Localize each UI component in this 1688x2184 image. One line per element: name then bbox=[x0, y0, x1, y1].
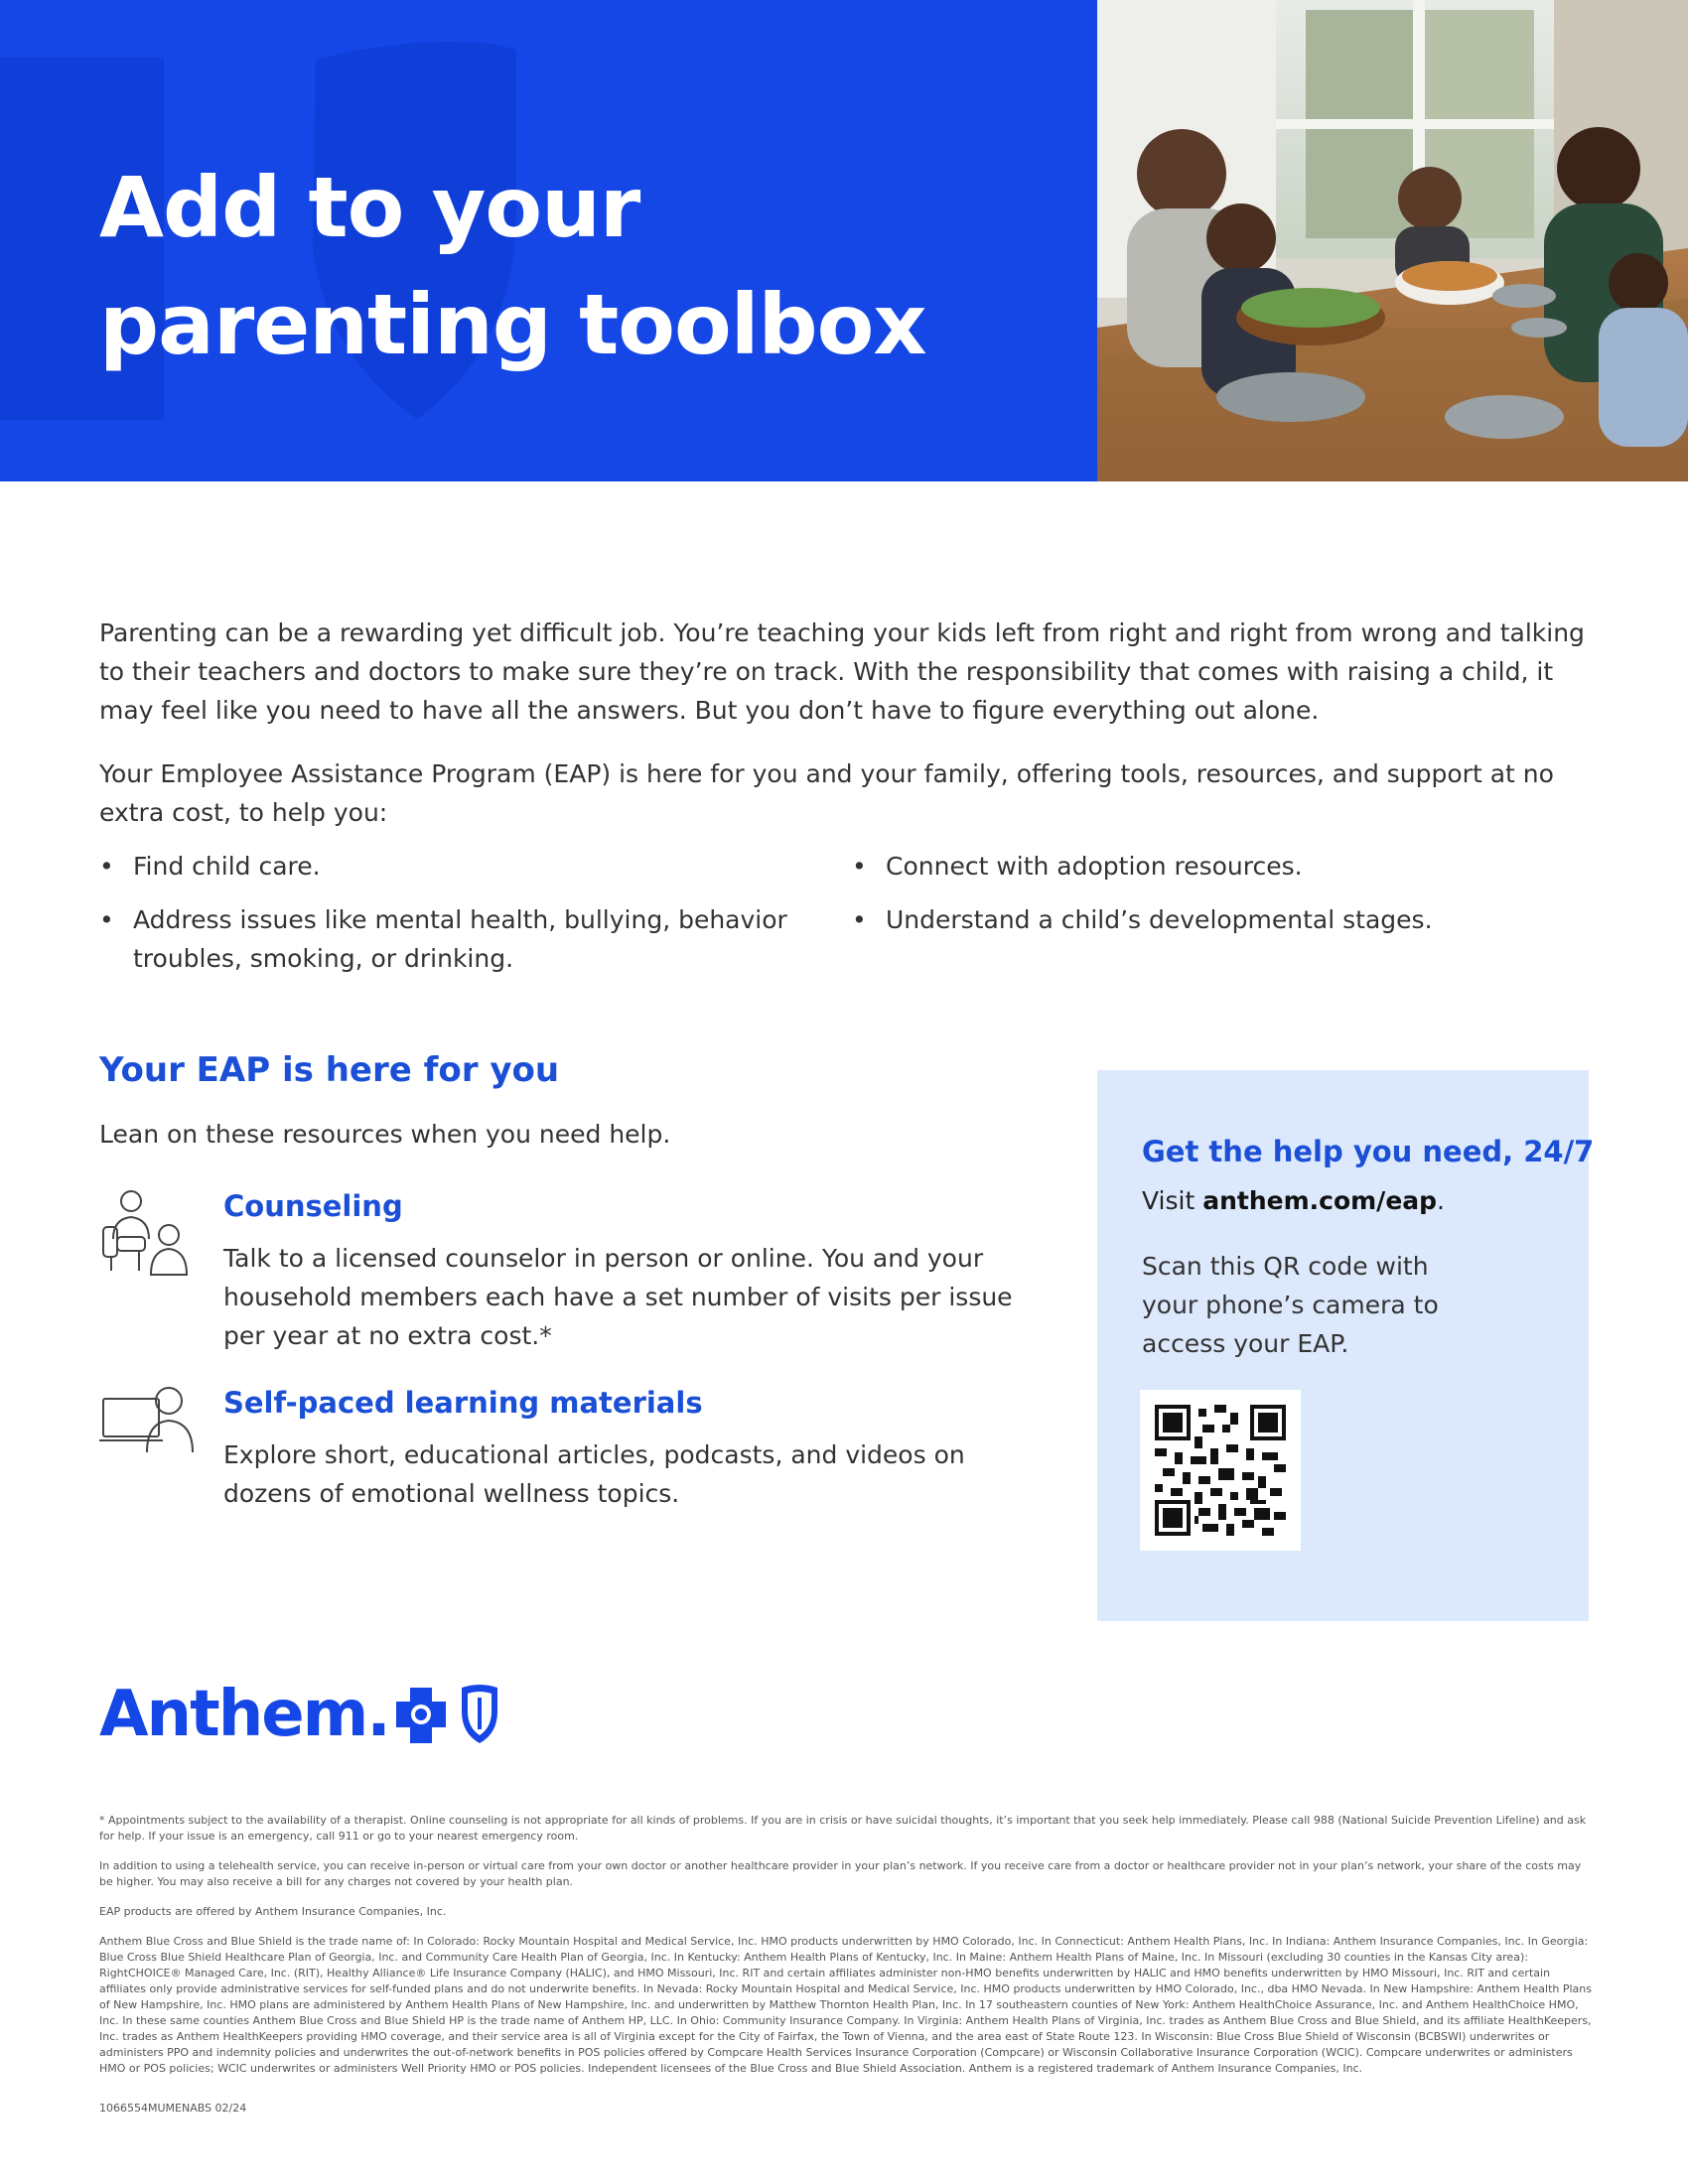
family-dinner-photo bbox=[1097, 0, 1688, 481]
bullet-text: Understand a child’s developmental stages. bbox=[886, 905, 1433, 934]
eap-link[interactable]: anthem.com/eap bbox=[1202, 1186, 1438, 1215]
logo-wordmark: Anthem. bbox=[99, 1678, 389, 1751]
callout-heading: Get the help you need, 24/7 bbox=[1142, 1135, 1595, 1168]
help-callout-box bbox=[1097, 1070, 1595, 1621]
bullet-icon: • bbox=[852, 905, 867, 934]
bullet-text: Address issues like mental health, bullying, behavior troubles, smoking, or drinking. bbox=[133, 905, 787, 973]
visit-suffix: . bbox=[1437, 1186, 1445, 1215]
section-heading: Your EAP is here for you bbox=[99, 1050, 560, 1090]
title-line-1: Add to your bbox=[99, 159, 640, 256]
footnote-appointments: * Appointments subject to the availability of a therapist. Online counseling is not appropriate for all kinds of problems. If you are in crisis or have suicidal thoughts, it’s important that you seek help immediately. Please call 988 (National Suicide Prevention Lifeline) and ask for help. If your issue is an emergency, call 911 or go to your nearest emergency room. bbox=[99, 1814, 1587, 1843]
bullet-icon: • bbox=[99, 905, 114, 934]
learning-icon bbox=[99, 1385, 199, 1454]
qr-code[interactable] bbox=[1140, 1390, 1301, 1551]
footnote-legal: Anthem Blue Cross and Blue Shield is the trade name of: In Colorado: Rocky Mountain Hospital and Medical Service, Inc. HMO products underwritten by HMO Colorado, Inc. In Connecticut: Anthem Health Plans, Inc. In Indiana: Anthem Insurance Companies, Inc. In Georgia: Blue Cross Blue Shield Healthcare Plan of Georgia, Inc. and Community Care Health Plan of Georgia, Inc. In Kentucky: Anthem Health Plans of Kentucky, Inc. In Maine: Anthem Health Plans of Maine, Inc. In Missouri (excluding 30 counties in the Kansas City area): RightCHOICE® Managed Care, Inc. (RIT), Healthy Alliance® Life Insurance Company (HALIC), and HMO Missouri, Inc. RIT and certain affiliates administer non-HMO benefits underwritten by HALIC and HMO benefits underwritten by HMO Missouri, Inc. RIT and certain affiliates only provide administrative services for self-funded plans and do not underwrite benefits. In Nevada: Rocky Mountain Hospital and Medical Service, Inc. HMO products underwritten by HMO Colorado, Inc., dba HMO Nevada. In New Hampshire: Anthem Health Plans of New Hampshire, Inc. HMO plans are administered by Anthem Health Plans of New Hampshire, Inc. and underwritten by Matthew Thornton Health Plan, Inc. In 17 southeastern counties of New York: Anthem HealthChoice Assurance, Inc. and Anthem HealthChoice HMO, Inc. In these same counties Anthem Blue Cross and Blue Shield HP is the trade name of Anthem HP, LLC. In Ohio: Community Insurance Company. In Virginia: Anthem Health Plans of Virginia, Inc. trades as Anthem Blue Cross and Blue Shield, and its affiliate HealthKeepers, Inc. trades as Anthem HealthKeepers providing HMO coverage, and their service area is all of Virginia except for the City of Fairfax, the Town of Vienna, and the area east of State Route 123. In Wisconsin: Blue Cross Blue Shield of Wisconsin (BCBSWI) underwrites or administers PPO and indemnity policies and underwrites the out-of-network benefits in POS policies offered by Compcare Health Services Insurance Corporation (Compcare) or Wisconsin Collaborative Insurance Corporation (WCIC). Compcare underwrites or administers HMO or POS policies; WCIC underwrites or administers Well Priority HMO or POS policies. Independent licensees of the Blue Cross and Blue Shield Association. Anthem is a registered trademark of Anthem Insurance Companies, Inc. bbox=[99, 1935, 1592, 2075]
qr-code-icon bbox=[1155, 1405, 1286, 1536]
scan-instructions: Scan this QR code with your phone’s camera to access your EAP. bbox=[1142, 1252, 1439, 1358]
visit-text bbox=[1142, 1186, 1445, 1215]
title-line-2: parenting toolbox bbox=[99, 276, 926, 373]
document-code: 1066554MUMENABS 02/24 bbox=[99, 2102, 247, 2115]
page-title bbox=[99, 149, 993, 383]
learning-title: Self-paced learning materials bbox=[223, 1386, 703, 1420]
footnote-eap-products: EAP products are offered by Anthem Insurance Companies, Inc. bbox=[99, 1905, 447, 1918]
family-photo-illustration bbox=[1097, 0, 1688, 481]
intro-paragraph-2: Your Employee Assistance Program (EAP) is here for you and your family, offering tools, resources, and support at no extra cost, to help you: bbox=[99, 759, 1554, 827]
counseling-title: Counseling bbox=[223, 1189, 403, 1223]
intro-paragraph-1: Parenting can be a rewarding yet difficult job. You’re teaching your kids left from right and right from wrong and talking to their teachers and doctors to make sure they’re on track. With the responsibility that comes with raising a child, it may feel like you need to have all the answers. But you don’t have to figure everything out alone. bbox=[99, 618, 1585, 725]
visit-prefix: Visit bbox=[1142, 1186, 1203, 1215]
blue-cross-blue-shield-icon bbox=[392, 1682, 521, 1745]
bullet-text: Find child care. bbox=[133, 852, 321, 881]
section-subheading: Lean on these resources when you need help. bbox=[99, 1120, 671, 1149]
counseling-icon bbox=[99, 1189, 191, 1279]
bullet-icon: • bbox=[99, 852, 114, 881]
learning-body: Explore short, educational articles, podcasts, and videos on dozens of emotional wellness topics. bbox=[223, 1440, 965, 1508]
counseling-body: Talk to a licensed counselor in person or online. You and your household members each have a set number of visits per issue per year at no extra cost.* bbox=[223, 1244, 1013, 1350]
bullet-text: Connect with adoption resources. bbox=[886, 852, 1303, 881]
bullet-icon: • bbox=[852, 852, 867, 881]
footnote-telehealth: In addition to using a telehealth service, you can receive in-person or virtual care from your own doctor or another healthcare provider in your plan’s network. If you receive care from a doctor or healthcare provider not in your plan’s network, your share of the costs may be higher. You may also receive a bill for any charges not covered by your health plan. bbox=[99, 1859, 1582, 1888]
hero-banner bbox=[0, 0, 1097, 481]
anthem-logo bbox=[99, 1678, 389, 1751]
